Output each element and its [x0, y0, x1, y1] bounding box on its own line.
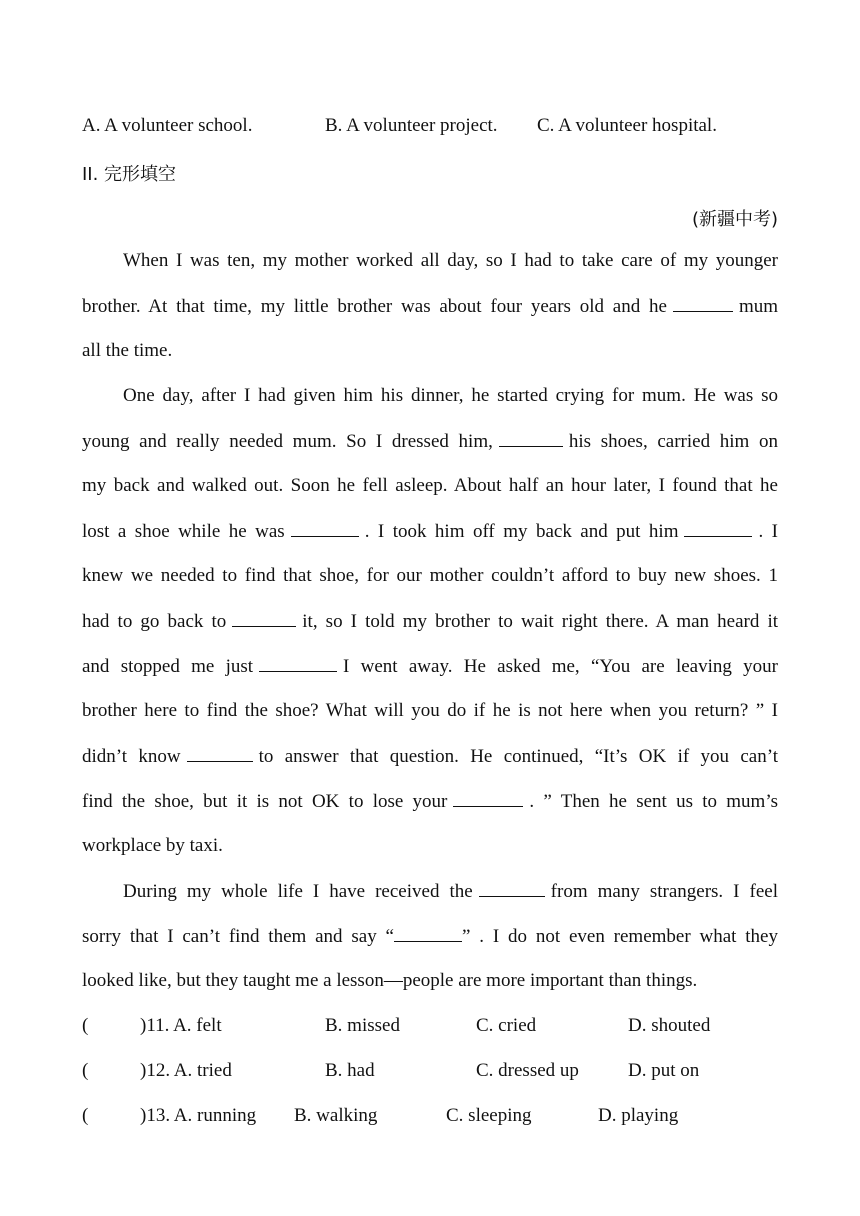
prev-option-c: C. A volunteer hospital. — [537, 115, 717, 136]
passage-line: workplace by taxi. — [82, 835, 223, 856]
passage-line: looked like, but they taught me a lesson—people are more important than things. — [82, 970, 698, 991]
prev-option-a: A. A volunteer school. — [82, 115, 253, 136]
blank-16 — [259, 655, 337, 672]
passage-text: from many strangers. I feel — [550, 881, 778, 902]
question-stem: )13. A. running — [140, 1105, 257, 1126]
passage-line — [82, 925, 778, 948]
passage-text: . ” Then he sent us to mum’s — [529, 791, 778, 812]
section-title: II. 完形填空 — [82, 164, 177, 185]
answer-paren: ( — [82, 1015, 89, 1036]
option-d: D. put on — [628, 1060, 700, 1081]
answer-paren: ( — [82, 1060, 89, 1081]
blank-18 — [453, 790, 523, 807]
passage-text: lost a shoe while he was — [82, 521, 285, 542]
passage-text: his shoes, carried him on — [568, 431, 779, 452]
passage-text: sorry that I can’t find them and say “ — [82, 926, 394, 947]
passage-line: One day, after I had given him his dinner, he started crying for mum. He was so — [123, 385, 778, 406]
blank-15 — [232, 610, 296, 627]
passage-line: my back and walked out. Soon he fell asleep. About half an hour later, I found that he — [82, 475, 778, 496]
passage-line — [123, 880, 778, 903]
passage-line — [82, 610, 778, 633]
passage-text: it, so I told my brother to wait right there. A man heard it — [302, 611, 778, 632]
passage-line: brother here to find the shoe? What will you do if he is not here when you return? ” I — [82, 700, 778, 721]
option-d: D. shouted — [628, 1015, 711, 1036]
passage-text: and stopped me just — [82, 656, 254, 677]
blank-11 — [673, 295, 733, 312]
passage-line — [82, 790, 778, 813]
passage-line — [82, 655, 778, 678]
passage-line — [82, 430, 778, 453]
option-b: B. walking — [294, 1105, 378, 1126]
passage-line — [82, 745, 778, 768]
passage-text: During my whole life I have received the — [123, 881, 473, 902]
section-source: (新疆中考) — [691, 209, 778, 230]
blank-13 — [291, 520, 359, 537]
passage-line: knew we needed to find that shoe, for our mother couldn’t afford to buy new shoes. 1 — [82, 565, 778, 586]
option-b: B. missed — [325, 1015, 400, 1036]
passage-line — [82, 295, 778, 318]
option-c: C. dressed up — [476, 1060, 579, 1081]
option-d: D. playing — [598, 1105, 679, 1126]
blank-14 — [684, 520, 752, 537]
blank-12 — [499, 430, 563, 447]
passage-text: to answer that question. He continued, “It’s OK if you can’t — [258, 746, 778, 767]
option-c: C. cried — [476, 1015, 537, 1036]
passage-text: had to go back to — [82, 611, 227, 632]
passage-text: find the shoe, but it is not OK to lose your — [82, 791, 448, 812]
passage-text: didn’t know — [82, 746, 181, 767]
blank-17 — [187, 745, 253, 762]
question-stem: )12. A. tried — [140, 1060, 232, 1081]
option-b: B. had — [325, 1060, 375, 1081]
prev-option-b: B. A volunteer project. — [325, 115, 498, 136]
answer-paren: ( — [82, 1105, 89, 1126]
question-stem: )11. A. felt — [140, 1015, 222, 1036]
option-c: C. sleeping — [446, 1105, 532, 1126]
passage-text: . I — [758, 521, 779, 542]
passage-text: I went away. He asked me, “You are leaving your — [343, 656, 779, 677]
passage-text: mum — [738, 296, 778, 317]
passage-line: When I was ten, my mother worked all day, so I had to take care of my younger — [123, 250, 778, 271]
blank-20 — [394, 925, 462, 942]
passage-text: brother. At that time, my little brother was about four years old and he — [82, 296, 667, 317]
blank-19 — [479, 880, 545, 897]
passage-text: young and really needed mum. So I dressed him, — [82, 431, 493, 452]
passage-text: . I took him off my back and put him — [364, 521, 679, 542]
passage-line — [82, 520, 778, 543]
passage-line: all the time. — [82, 340, 173, 361]
passage-text: ” . I do not even remember what they — [461, 926, 778, 947]
